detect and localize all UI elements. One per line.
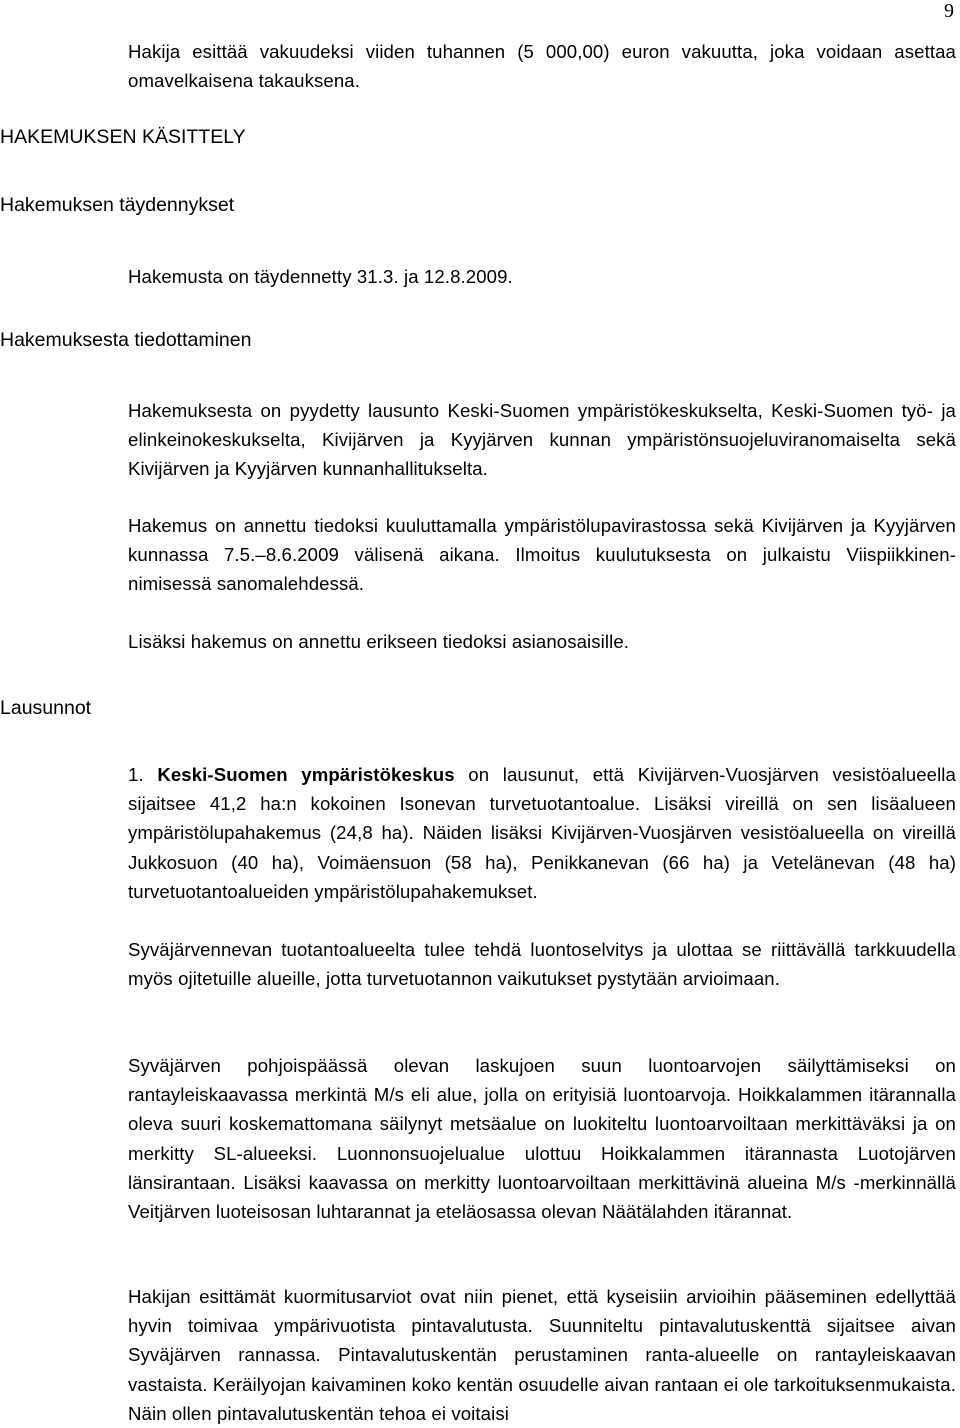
lausunto-1-paragraph-3: Syväjärven pohjoispäässä olevan laskujoen suun luontoarvojen säilyttämiseksi on rantayleiskaavassa merkintä M/s eli alue, jolla on erityisiä luontoarvoja. Hoikkalammen itärannalla oleva suuri koskemattomana säilynyt metsäalue on luokiteltu luontoarvoiltaan merkittäväksi ja on merkitty SL-alueeksi. Luonnonsuojelualue ulottuu Hoikkalammen itärannasta Luotojärven länsirantaan. Lisäksi kaavassa on merkitty luontoarvoiltaan merkittävinä alueina M/s -merkinnällä Veitjärven luoteisosan luhtarannat ja eteläosassa olevan Näätälahden itärannat. — [128, 1055, 956, 1223]
heading-taydennykset: Hakemuksen täydennykset — [0, 194, 235, 216]
tiedottaminen-paragraph-3: Lisäksi hakemus on annettu erikseen tiedoksi asianosaisille. — [128, 631, 630, 652]
lausunto-1-paragraph-2: Syväjärvennevan tuotantoalueelta tulee tehdä luontoselvitys ja ulottaa se riittävällä tarkkuudella myös ojitetuille alueille, jotta turvetuotannon vaikutukset pystytään arvioimaan. — [128, 939, 956, 990]
page-number: 9 — [944, 0, 954, 22]
tiedottaminen-paragraph-2: Hakemus on annettu tiedoksi kuuluttamalla ympäristölupavirastossa sekä Kivijärven ja Kyyjärven kunnassa 7.5.–8.6.2009 välisenä aikana. Ilmoitus kuulutuksesta on julkaistu Viispiikkinen-nimisessä sanomalehdessä. — [128, 515, 956, 595]
heading-hakemuksen-kasittely: HAKEMUKSEN KÄSITTELY — [0, 126, 246, 148]
lausunto-1-paragraph — [128, 760, 956, 906]
heading-tiedottaminen: Hakemuksesta tiedottaminen — [0, 329, 252, 351]
intro-paragraph: Hakija esittää vakuudeksi viiden tuhannen (5 000,00) euron vakuutta, joka voidaan asettaa omavelkaisena takauksena. — [128, 41, 956, 92]
taydennykset-paragraph: Hakemusta on täydennetty 31.3. ja 12.8.2009. — [128, 266, 513, 287]
lausunto-1-text: on lausunut, että Kivijärven-Vuosjärven vesistöalueella sijaitsee 41,2 ha:n kokoinen Isonevan turvetuotantoalue. Lisäksi vireillä on sen lisäalueen ympäristölupahakemus (24,8 ha). Näiden lisäksi Kivijärven-Vuosjärven vesistöalueella on vireillä Jukkosuon (40 ha), Voimäensuon (58 ha), Penikkanevan (66 ha) ja Vetelänevan (48 ha) turvetuotantoalueiden ympäristölupahakemukset. — [128, 764, 956, 902]
heading-lausunnot: Lausunnot — [0, 697, 92, 719]
lausunto-1-paragraph-4: Hakijan esittämät kuormitusarviot ovat niin pienet, että kyseisiin arvioihin pääseminen edellyttää hyvin toimivaa ympärivuotista pintavalutusta. Suunniteltu pintavalutuskenttä sijaitsee aivan Syväjärven rannassa. Pintavalutuskentän perustaminen ranta-alueelle on rantayleiskaavan vastaista. Keräilyojan kaivaminen koko kentän osuudelle aivan rantaan ei ole tarkoituksenmukaista. Näin ollen pintavalutuskentän tehoa ei voitaisi — [128, 1286, 956, 1424]
tiedottaminen-paragraph-1: Hakemuksesta on pyydetty lausunto Keski-Suomen ympäristökeskukselta, Keski-Suomen työ- ja elinkeinokeskukselta, Kivijärven ja Kyyjärven kunnan ympäristönsuojeluviranomaiselta sekä Kivijärven ja Kyyjärven kunnanhallitukselta. — [128, 400, 956, 480]
lausunto-1-number: 1. — [128, 764, 144, 785]
lausunto-1-organization: Keski-Suomen ympäristökeskus — [157, 764, 455, 785]
